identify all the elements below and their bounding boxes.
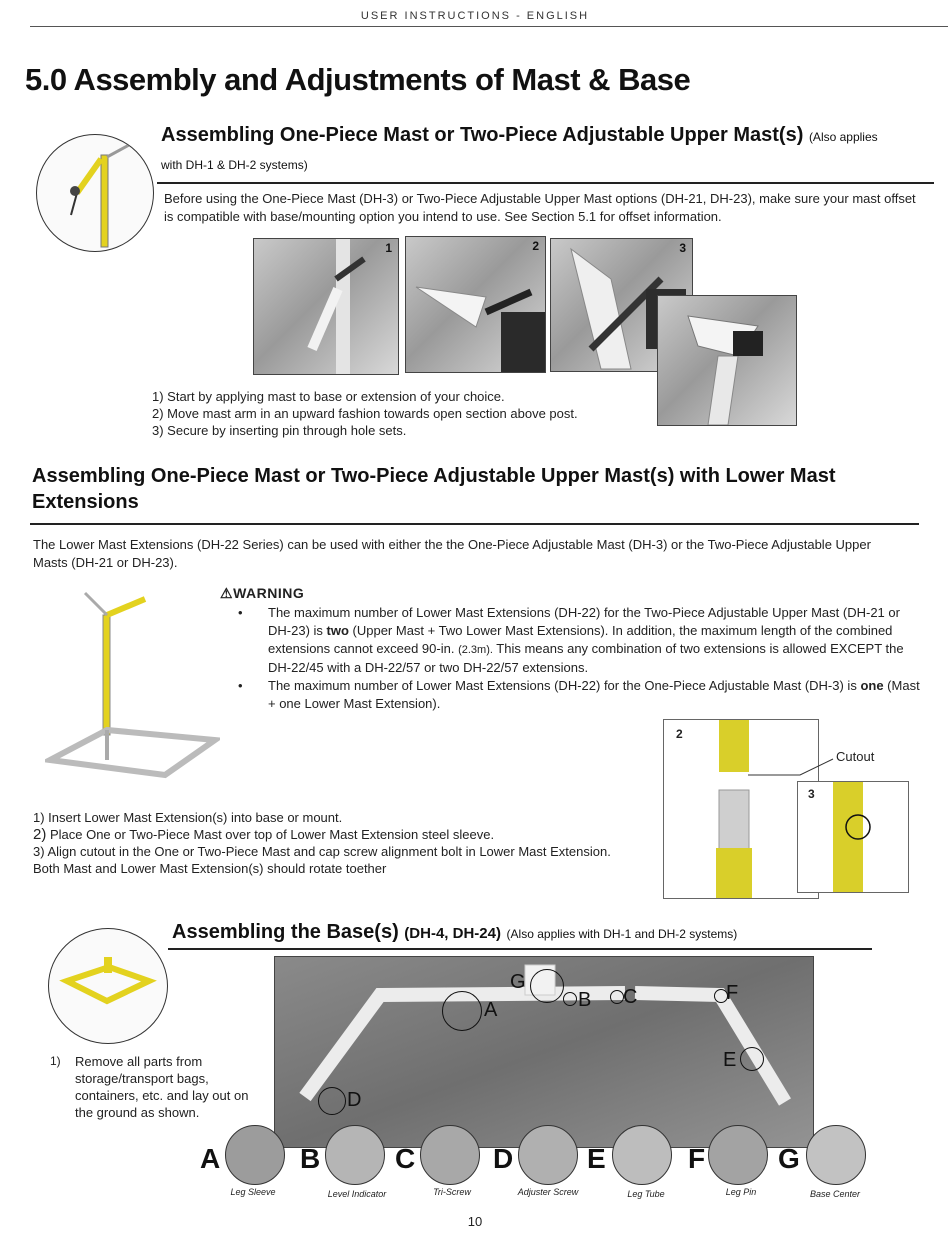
photo-3-detail-art [658, 296, 796, 425]
extension-photo-3 [797, 781, 909, 893]
marker-a-label: A [484, 999, 498, 1021]
section1-step-2: 2) Move mast arm in an upward fashion towards open section above post. [152, 406, 578, 421]
base-thumbnail [48, 928, 168, 1044]
section1-step-1: 1) Start by applying mast to base or extension of your choice. [152, 389, 505, 404]
running-header: USER INSTRUCTIONS - ENGLISH [360, 10, 590, 22]
warning-bullet-1 [220, 604, 920, 677]
warning-bullet-2-b: (Mast + one Lower Mast Extension). [268, 678, 920, 711]
page-number: 10 [467, 1214, 483, 1229]
warning-bullet-1-c: This means any combination of two extensions is allowed EXCEPT the DH-22/45 with a DH-22/57 or two DH-22/57 extensions. [268, 641, 904, 675]
warning-heading [220, 585, 920, 602]
warning-list [220, 604, 920, 713]
section2-intro: The Lower Mast Extensions (DH-22 Series) can be used with either the the One-Piece Adjustable Mast (DH-3) or the Two-Piece Adjustable Upper Masts (DH-21 or DH-23). [33, 537, 871, 570]
section2-step-2-text: Place One or Two-Piece Mast over top of Lower Mast Extension steel sleeve. [46, 827, 495, 842]
part-b-photo [325, 1125, 385, 1185]
mast-on-base-art [45, 585, 220, 790]
photo-2-art [406, 237, 545, 372]
warning-bullet-1-bold: two [326, 623, 349, 638]
section3-models: (DH-4, DH-24) [404, 925, 501, 942]
part-d-photo [518, 1125, 578, 1185]
marker-f-label: F [726, 982, 739, 1004]
marker-e-label: E [723, 1049, 737, 1071]
warning-bullet-1-a: The maximum number of Lower Mast Extensions (DH-22) for the Two-Piece Adjustable Upper Mast (DH-21 or DH-23) is [268, 605, 900, 638]
step-photo-1 [253, 238, 399, 375]
warning-bullet-2-bold: one [860, 678, 884, 693]
section3-rule [168, 948, 872, 950]
part-e-photo [612, 1125, 672, 1185]
section3-heading-text: Assembling the Base(s) [172, 921, 399, 943]
marker-g-label: G [510, 971, 526, 993]
part-e-letter: E [587, 1143, 606, 1174]
section1-steps [152, 388, 652, 439]
part-f [688, 1125, 788, 1205]
page-title: 5.0 Assembly and Adjustments of Mast & Base [25, 62, 691, 97]
part-g-caption: Base Center [809, 1189, 861, 1199]
section3-step [50, 1053, 265, 1121]
step-photo-3-detail [657, 295, 797, 426]
part-d-letter: D [493, 1143, 514, 1174]
base-illustration [49, 929, 167, 1043]
base-layout-photo [274, 956, 814, 1148]
warning-title: WARNING [233, 585, 305, 601]
mast-on-base-illustration [45, 585, 220, 790]
part-a [200, 1125, 300, 1205]
section1-rule [157, 182, 934, 184]
part-c-letter: C [395, 1143, 416, 1174]
part-d [493, 1125, 593, 1205]
part-f-photo [708, 1125, 768, 1185]
section2-steps [33, 809, 618, 877]
part-e-caption: Leg Tube [627, 1189, 665, 1199]
step-photo-2 [405, 236, 546, 373]
header-rule [30, 26, 948, 27]
part-g [778, 1125, 878, 1205]
section3-step-text: Remove all parts from storage/transport bags, containers, etc. and lay out on the ground as shown. [75, 1054, 249, 1120]
extension-photo-number-3: 3 [808, 787, 815, 801]
warning-bullet-1-b: (Upper Mast + Two Lower Mast Extensions). In addition, the maximum length of the combined extensions cannot exceed 90-in. [268, 623, 893, 656]
section2-step-3: 3) Align cutout in the One or Two-Piece Mast and cap screw alignment bolt in Lower Mast Extension. Both Mast and Lower Mast Extension(s) should rotate toether [33, 844, 611, 876]
marker-d-circle [318, 1087, 346, 1115]
part-f-caption: Leg Pin [725, 1187, 757, 1197]
section3-heading [172, 919, 892, 947]
section3-note: (Also applies with DH-1 and DH-2 systems) [506, 927, 738, 941]
marker-d-label: D [347, 1089, 362, 1111]
extension-photo-2 [663, 719, 819, 899]
section2-step-1: 1) Insert Lower Mast Extension(s) into base or mount. [33, 810, 343, 825]
marker-b-circle [563, 992, 577, 1006]
part-c-caption: Tri-Screw [433, 1187, 471, 1197]
part-e [587, 1125, 687, 1205]
section2-rule [30, 523, 919, 525]
part-d-caption: Adjuster Screw [517, 1187, 579, 1197]
marker-c-circle [610, 990, 624, 1004]
warning-bullet-1-metric: (2.3m). [458, 644, 493, 656]
warning-bullet-2-a: The maximum number of Lower Mast Extensions (DH-22) for the One-Piece Adjustable Mast (DH-3) is [268, 678, 861, 693]
warning-bullet-2 [220, 677, 920, 713]
section2-step-2-num: 2) [33, 826, 47, 843]
mast-illustration [37, 135, 153, 251]
extension-photo-2-art [664, 720, 818, 898]
part-a-letter: A [200, 1143, 221, 1174]
marker-b-label: B [578, 989, 592, 1011]
section2-heading: Assembling One-Piece Mast or Two-Piece Adjustable Upper Mast(s) with Lower Mast Extensions [32, 465, 836, 513]
extension-photo-number-2: 2 [676, 727, 683, 741]
part-a-caption: Leg Sleeve [230, 1187, 276, 1197]
section1-heading-text: Assembling One-Piece Mast or Two-Piece Adjustable Upper Mast(s) [161, 124, 804, 146]
marker-a-circle [442, 991, 482, 1031]
cutout-label: Cutout [836, 749, 875, 764]
part-c-photo [420, 1125, 480, 1185]
section1-step-3: 3) Secure by inserting pin through hole sets. [152, 423, 407, 438]
marker-c-label: C [623, 986, 638, 1008]
section1-note: (Also applies with DH-1 & DH-2 systems) [161, 130, 878, 172]
mast-thumbnail [36, 134, 154, 252]
photo-number-1: 1 [385, 241, 392, 255]
photo-number-2: 2 [532, 239, 539, 253]
section1-intro: Before using the One-Piece Mast (DH-3) or Two-Piece Adjustable Upper Mast options (DH-21, DH-23), make sure your mast offset is compatible with base/mounting option you intend to use. See Section 5.1 for offset information. [164, 191, 916, 224]
warning-block [220, 585, 920, 713]
marker-g-circle [530, 969, 564, 1003]
part-g-photo [806, 1125, 866, 1185]
part-a-photo [225, 1125, 285, 1185]
photo-number-3: 3 [679, 241, 686, 255]
part-g-letter: G [778, 1143, 800, 1174]
section1-heading [161, 122, 881, 178]
part-b [300, 1125, 400, 1205]
section3-step-num: 1) [50, 1054, 61, 1068]
part-b-caption: Level Indicator [327, 1189, 387, 1199]
part-b-letter: B [300, 1143, 321, 1174]
warning-triangle-icon: ⚠ [220, 585, 234, 601]
section2-step-2 [33, 826, 618, 843]
part-f-letter: F [688, 1143, 706, 1174]
photo-1-art [254, 239, 398, 374]
part-c [395, 1125, 495, 1205]
marker-e-circle [740, 1047, 764, 1071]
